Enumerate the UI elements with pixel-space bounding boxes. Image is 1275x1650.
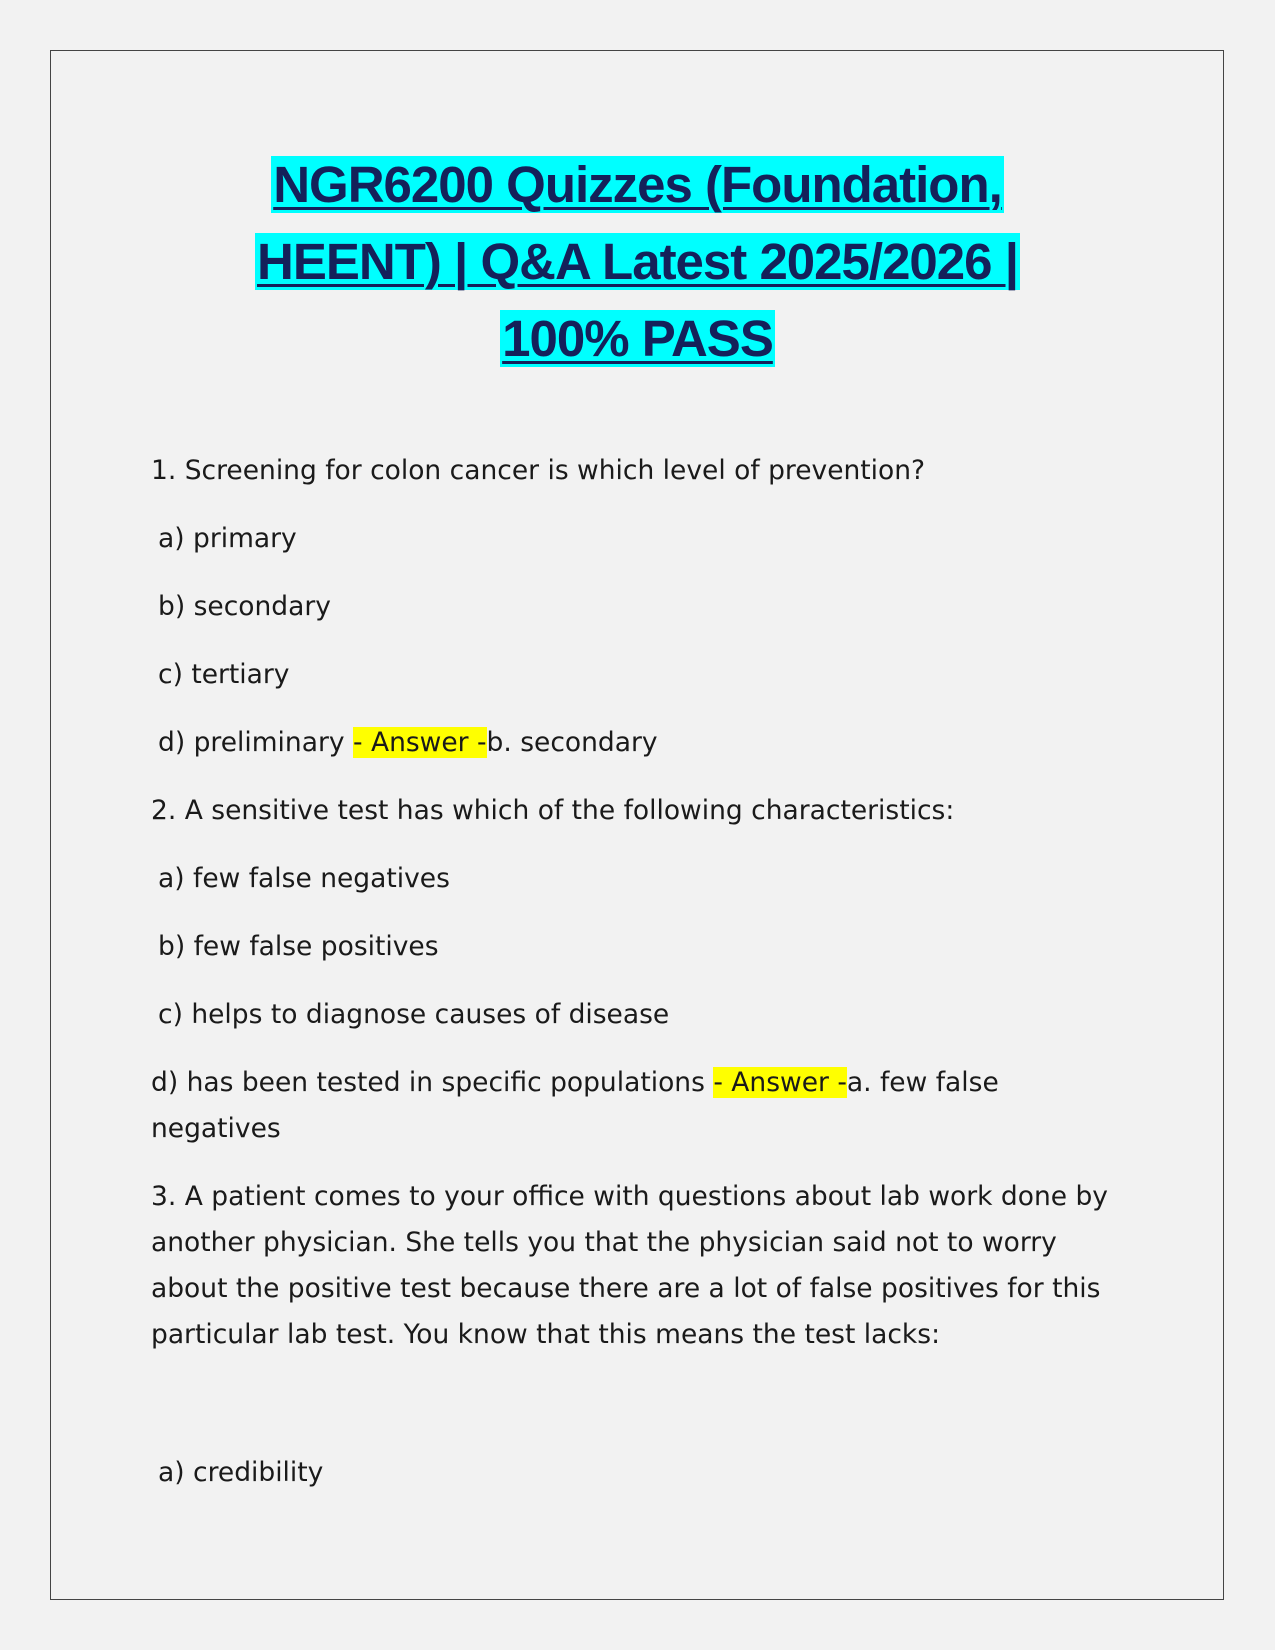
answer-highlight: - Answer - — [352, 727, 487, 758]
answer-highlight: - Answer - — [713, 1067, 847, 1098]
question-2-option-d-answer — [151, 1060, 1051, 1152]
question-1-answer: b. secondary — [486, 727, 658, 758]
question-1-option-c: c) tertiary — [158, 659, 290, 690]
question-2-stem: 2. A sensitive test has which of the following characteristics: — [151, 795, 955, 826]
document-title — [0, 146, 1275, 377]
question-1-option-a: a) primary — [158, 523, 297, 554]
title-line-3: 100% PASS — [502, 310, 773, 367]
question-2-option-c: c) helps to diagnose causes of disease — [158, 999, 670, 1030]
question-2-option-a: a) few false negatives — [158, 863, 450, 894]
question-2-answer: a. few false negatives — [151, 1067, 999, 1144]
title-line-2: HEENT) | Q&A Latest 2025/2026 | — [257, 233, 1018, 290]
question-1-option-d-answer — [151, 720, 1168, 766]
question-1-stem: 1. Screening for colon cancer is which level of prevention? — [151, 455, 926, 486]
question-1-option-d: d) preliminary — [158, 727, 353, 758]
question-2-option-b: b) few false positives — [158, 931, 439, 962]
title-line-1: NGR6200 Quizzes (Foundation, — [273, 156, 1002, 213]
question-1-option-b: b) secondary — [158, 591, 331, 622]
question-3-option-a: a) credibility — [158, 1457, 324, 1488]
question-3-stem: 3. A patient comes to your office with questions about lab work done by another physician. She tells you that the physician said not to worry about the positive test because there are a lot of false positives for this particular lab test. You know that this means the test lacks: — [151, 1181, 1108, 1350]
question-2-option-d: d) has been tested in specific populations — [151, 1067, 714, 1098]
